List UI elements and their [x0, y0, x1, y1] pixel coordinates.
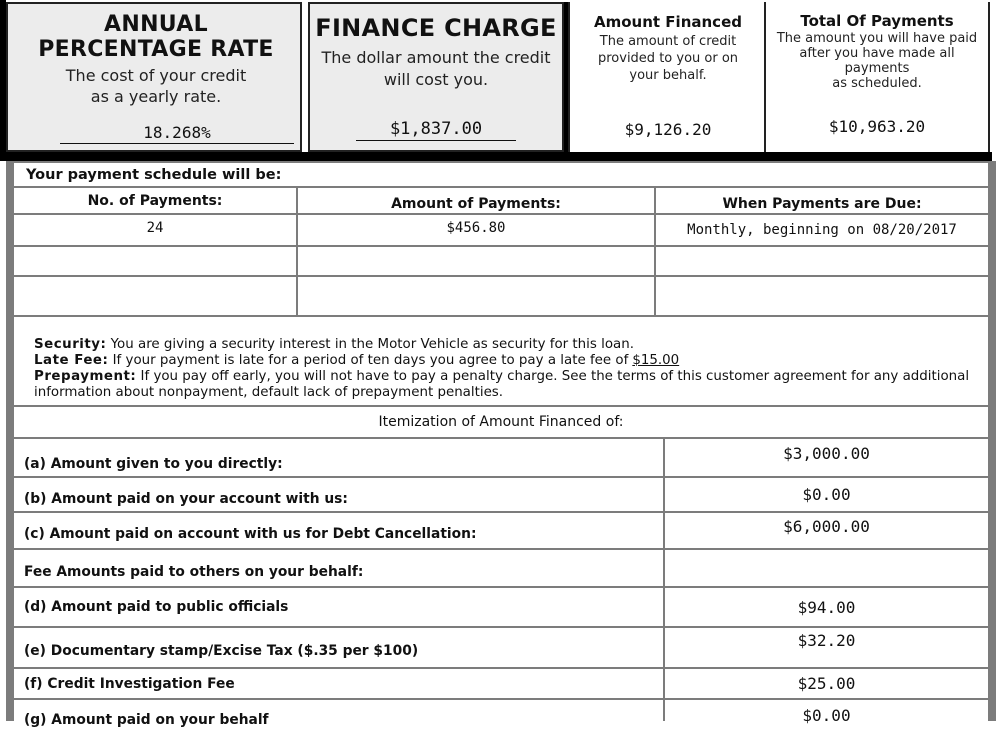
total-of-payments-description: [766, 31, 988, 91]
apr-desc-line2: as a yearly rate.: [90, 87, 222, 106]
schedule-cell-amount: $456.80: [298, 215, 654, 245]
total-of-payments-box: [764, 2, 990, 152]
col-header-number: No. of Payments:: [14, 188, 296, 213]
amt-desc-line2: provided to you or on: [597, 51, 739, 66]
itemization-heading: Itemization of Amount Financed of:: [14, 407, 988, 437]
apr-desc-line1: The cost of your credit: [65, 66, 247, 85]
col-header-amount: Amount of Payments:: [298, 188, 654, 213]
schedule-cell-empty: [656, 277, 988, 315]
item-value-b: $0.00: [665, 478, 988, 511]
amount-financed-value: $9,126.20: [624, 120, 712, 139]
amount-financed-title: Amount Financed: [594, 13, 742, 31]
apr-title-line2: PERCENTAGE RATE: [38, 37, 274, 62]
item-label-b: (b) Amount paid on your account with us:: [14, 478, 663, 511]
finance-desc-line2: will cost you.: [383, 70, 489, 89]
tot-desc-line3: as scheduled.: [832, 76, 922, 91]
fee-heading-value: [665, 550, 988, 586]
prepayment-text: If you pay off early, you will not have to pay a penalty charge. See the terms of this customer agreement for any additional information about nonpayment, default lack of prepayment penalties.: [34, 369, 970, 400]
item-value-f: $25.00: [665, 669, 988, 698]
item-value-d: $94.00: [665, 588, 988, 626]
total-of-payments-title: Total Of Payments: [800, 12, 954, 30]
item-value-e: $32.20: [665, 628, 988, 667]
schedule-cell-empty: [298, 277, 654, 315]
amt-desc-line3: your behalf.: [629, 68, 707, 83]
total-of-payments-value: $10,963.20: [828, 117, 926, 136]
item-label-e: (e) Documentary stamp/Excise Tax ($.35 per $100): [14, 628, 663, 667]
item-value-c: $6,000.00: [665, 513, 988, 548]
apr-title: [8, 12, 304, 62]
apr-description: [8, 65, 304, 107]
finance-charge-description: [310, 47, 562, 91]
item-label-a: (a) Amount given to you directly:: [14, 439, 663, 476]
schedule-heading: Your payment schedule will be:: [26, 166, 282, 183]
security-term: [34, 337, 988, 353]
late-fee-text: If your payment is late for a period of ten days you agree to pay a late fee of: [108, 353, 629, 368]
amount-financed-box: [568, 2, 764, 152]
schedule-cell-empty: [14, 277, 296, 315]
apr-box: [6, 2, 302, 152]
finance-charge-title: FINANCE CHARGE: [315, 14, 557, 42]
prepayment-term: [34, 369, 988, 401]
item-label-g: (g) Amount paid on your behalf: [14, 700, 663, 730]
apr-title-line1: ANNUAL: [104, 12, 208, 37]
prepayment-label: Prepayment:: [34, 369, 137, 384]
item-value-g: $0.00: [665, 700, 988, 730]
finance-desc-line1: The dollar amount the credit: [321, 48, 551, 67]
schedule-cell-due: Monthly, beginning on 08/20/2017: [656, 215, 988, 245]
amount-financed-description: [570, 33, 766, 84]
finance-charge-value: $1,837.00: [356, 119, 516, 141]
terms-section: [14, 317, 988, 405]
schedule-cell-empty: [14, 247, 296, 275]
item-label-d: (d) Amount paid to public officials: [14, 588, 663, 626]
amt-desc-line1: The amount of credit: [599, 34, 737, 49]
apr-value: 18.268%: [60, 123, 294, 144]
item-value-a: $3,000.00: [665, 439, 988, 476]
tot-desc-line1: The amount you will have paid: [776, 31, 978, 46]
late-fee-term: [34, 353, 988, 369]
tot-desc-line2: after you have made all payments: [799, 46, 955, 76]
schedule-cell-empty: [298, 247, 654, 275]
schedule-cell-empty: [656, 247, 988, 275]
finance-charge-box: [308, 2, 564, 152]
fee-heading: Fee Amounts paid to others on your behalf:: [14, 550, 663, 586]
item-label-f: (f) Credit Investigation Fee: [14, 669, 663, 698]
item-label-c: (c) Amount paid on account with us for Debt Cancellation:: [14, 513, 663, 548]
schedule-heading-row: [14, 163, 988, 186]
security-text: You are giving a security interest in the Motor Vehicle as security for this loan.: [106, 337, 634, 352]
header-bottom-bar: [0, 152, 992, 161]
late-fee-amount: $15.00: [632, 353, 680, 368]
late-fee-label: Late Fee:: [34, 353, 109, 368]
schedule-cell-number: 24: [14, 215, 296, 245]
security-label: Security:: [34, 337, 107, 352]
col-header-due: When Payments are Due:: [656, 188, 988, 213]
